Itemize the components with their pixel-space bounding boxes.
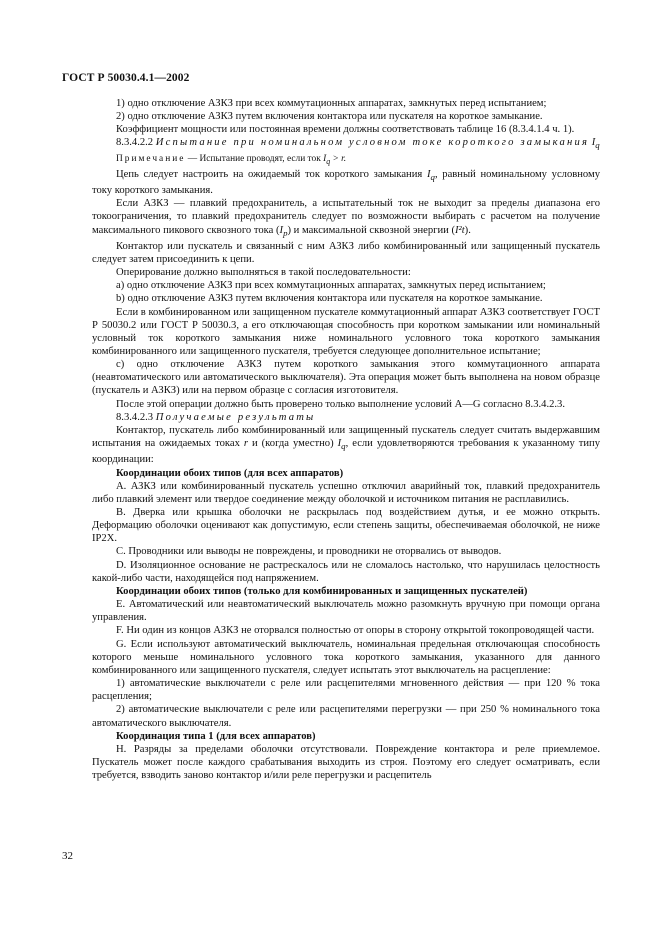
paragraph: a) одно отключение АЗКЗ при всех коммутационных аппаратах, замкнутых перед испытанием; (116, 280, 546, 292)
text: ) и максимальной сквозной энергии ( (287, 224, 456, 236)
symbol: I (323, 153, 327, 164)
section-8-3-4-2-2-heading (92, 136, 600, 152)
paragraph (92, 424, 600, 467)
subheading: Координации обоих типов (только для комбинированных и защищенных пускателей) (116, 585, 528, 597)
text: ). (464, 224, 471, 236)
paragraph: H. Разряды за пределами оболочки отсутствовали. Повреждение контактора и реле приемлемое. Пускатель может после каждого срабатывания выходить из строя. Поэтому его следует осматривать, если требуется, взводить заново контактор и/или реле перегрузки и расцепитель (92, 743, 600, 782)
page-number: 32 (62, 850, 73, 862)
note-relation: > r. (332, 153, 347, 164)
paragraph: A. АЗКЗ или комбинированный пускатель успешно отключил аварийный ток, плавкий предохранитель либо плавкий элемент или твердое соединение между оболочкой и источником питания не расплавились. (92, 480, 600, 505)
symbol: I²t (455, 224, 465, 236)
paragraph: b) одно отключение АЗКЗ путем включения контактора или пускателя на короткое замыкание. (116, 293, 543, 305)
section-title: Испытание при номинальном условном токе короткого замыкания (155, 137, 590, 149)
paragraph: B. Дверка или крышка оболочки не раскрылась под воздействием дутья, и ее можно открыть. Деформацию оболочки оценивают как допустимую, если степень защиты, обеспечиваемая оболочкой, не ниже IP2X. (92, 507, 600, 545)
note-text: — Испытание проводят, если ток (187, 153, 321, 164)
section-number: 8.3.4.2.3 (116, 411, 154, 423)
symbol-subscript: q (326, 156, 331, 166)
note-label: Примечание (116, 153, 186, 164)
paragraph: Если в комбинированном или защищенном пускателе коммутационный аппарат АЗКЗ соответствует ГОСТ Р 50030.2 или ГОСТ Р 50030.3, а его отключающая способность при коротком замыкании или номинальный условный ток короткого замыкания ниже номинального условного тока короткого замыкания комбинированного или защищенного пускателя, требуется следующее дополнительное испытание; (92, 306, 600, 358)
text: , если удовлетворяются требования к указанному типу координации: (92, 438, 601, 466)
subheading: Координации обоих типов (для всех аппаратов) (116, 467, 344, 479)
paragraph: c) одно отключение АЗКЗ путем короткого замыкания этого коммутационного аппарата (неавтоматического или автоматического выключателя). Эта операция может быть выполнена на новом образце (пускатель и АЗКЗ) или на первом образце с согласия изготовителя. (92, 359, 600, 397)
paragraph: Контактор или пускатель и связанный с ним АЗКЗ либо комбинированный или защищенный пускатель следует затем присоединить к цепи. (92, 240, 600, 265)
subheading: Координация типа 1 (для всех аппаратов) (116, 730, 316, 742)
note (92, 153, 600, 168)
symbol: I (591, 137, 596, 149)
paragraph: После этой операции должно быть проверено только выполнение условий A—G согласно 8.3.4.2.3. (116, 398, 565, 410)
symbol: I (279, 224, 284, 236)
section-number: 8.3.4.2.2 (116, 137, 154, 149)
paragraph: 1) одно отключение АЗКЗ при всех коммутационных аппаратах, замкнутых перед испытанием; (116, 98, 547, 109)
symbol-subscript: q (341, 441, 346, 452)
symbol: I (427, 168, 431, 180)
symbol-subscript: p (283, 227, 288, 238)
symbol: r (243, 438, 248, 450)
paragraph: Оперирование должно выполняться в такой последовательности: (116, 267, 411, 279)
paragraph (92, 168, 600, 197)
symbol-subscript: q (430, 171, 435, 182)
text: Цепь следует настроить на ожидаемый ток короткого замыкания (116, 168, 423, 180)
paragraph: C. Проводники или выводы не повреждены, и проводники не оторвались от выводов. (116, 546, 502, 558)
section-title: Получаемые результаты (155, 411, 316, 423)
paragraph: D. Изоляционное основание не растрескалось или не сломалось настолько, что нарушилась целостность какой-либо части, находящейся под напряжением. (92, 559, 600, 584)
paragraph: 2) автоматические выключатели с реле или расцепителями перегрузки — при 250 % номинального тока автоматического выключателя. (92, 704, 600, 729)
text: и (когда уместно) (252, 438, 334, 450)
paragraph (92, 197, 600, 240)
document-header: ГОСТ Р 50030.4.1—2002 (62, 72, 190, 84)
text: Контактор, пускатель либо комбинированный или защищенный пускатель следует считать выдержавшим испытания на ожидаемых токах (92, 424, 600, 450)
paragraph: Коэффициент мощности или постоянная времени должны соответствовать таблице 16 (8.3.4.1.4 ч. 1). (116, 124, 575, 136)
text: Если АЗКЗ — плавкий предохранитель, а испытательный ток не выходит за пределы диапазона его токоограничения, то плавкий предохранитель следует по возможности выбирать с расчетом на получение максимального пикового сквозного тока ( (92, 198, 600, 236)
text: , равный номинальному условному току короткого замыкания. (92, 168, 601, 197)
paragraph: F. Ни один из концов АЗКЗ не оторвался полностью от опоры в сторону открытой токопроводящей части. (116, 625, 595, 637)
paragraph: 2) одно отключение АЗКЗ путем включения контактора или пускателя на короткое замыкание. (116, 111, 543, 123)
symbol: I (337, 438, 342, 450)
paragraph: E. Автоматический или неавтоматический выключатель можно разомкнуть вручную при помощи органа управления. (92, 599, 600, 624)
paragraph: G. Если используют автоматический выключатель, номинальная предельная отключающая способность которого меньше номинального условного тока короткого замыкания, указанного для данного комбинированного или защищенного пускателя, следует испытать этот выключатель на расцепление: (92, 638, 600, 676)
section-8-3-4-2-3-heading (92, 411, 600, 424)
paragraph: 1) автоматические выключатели с реле или расцепителями мгновенного действия — при 120 % тока расцепления; (92, 678, 600, 703)
symbol-subscript: q (595, 140, 600, 151)
document-body (92, 97, 600, 782)
